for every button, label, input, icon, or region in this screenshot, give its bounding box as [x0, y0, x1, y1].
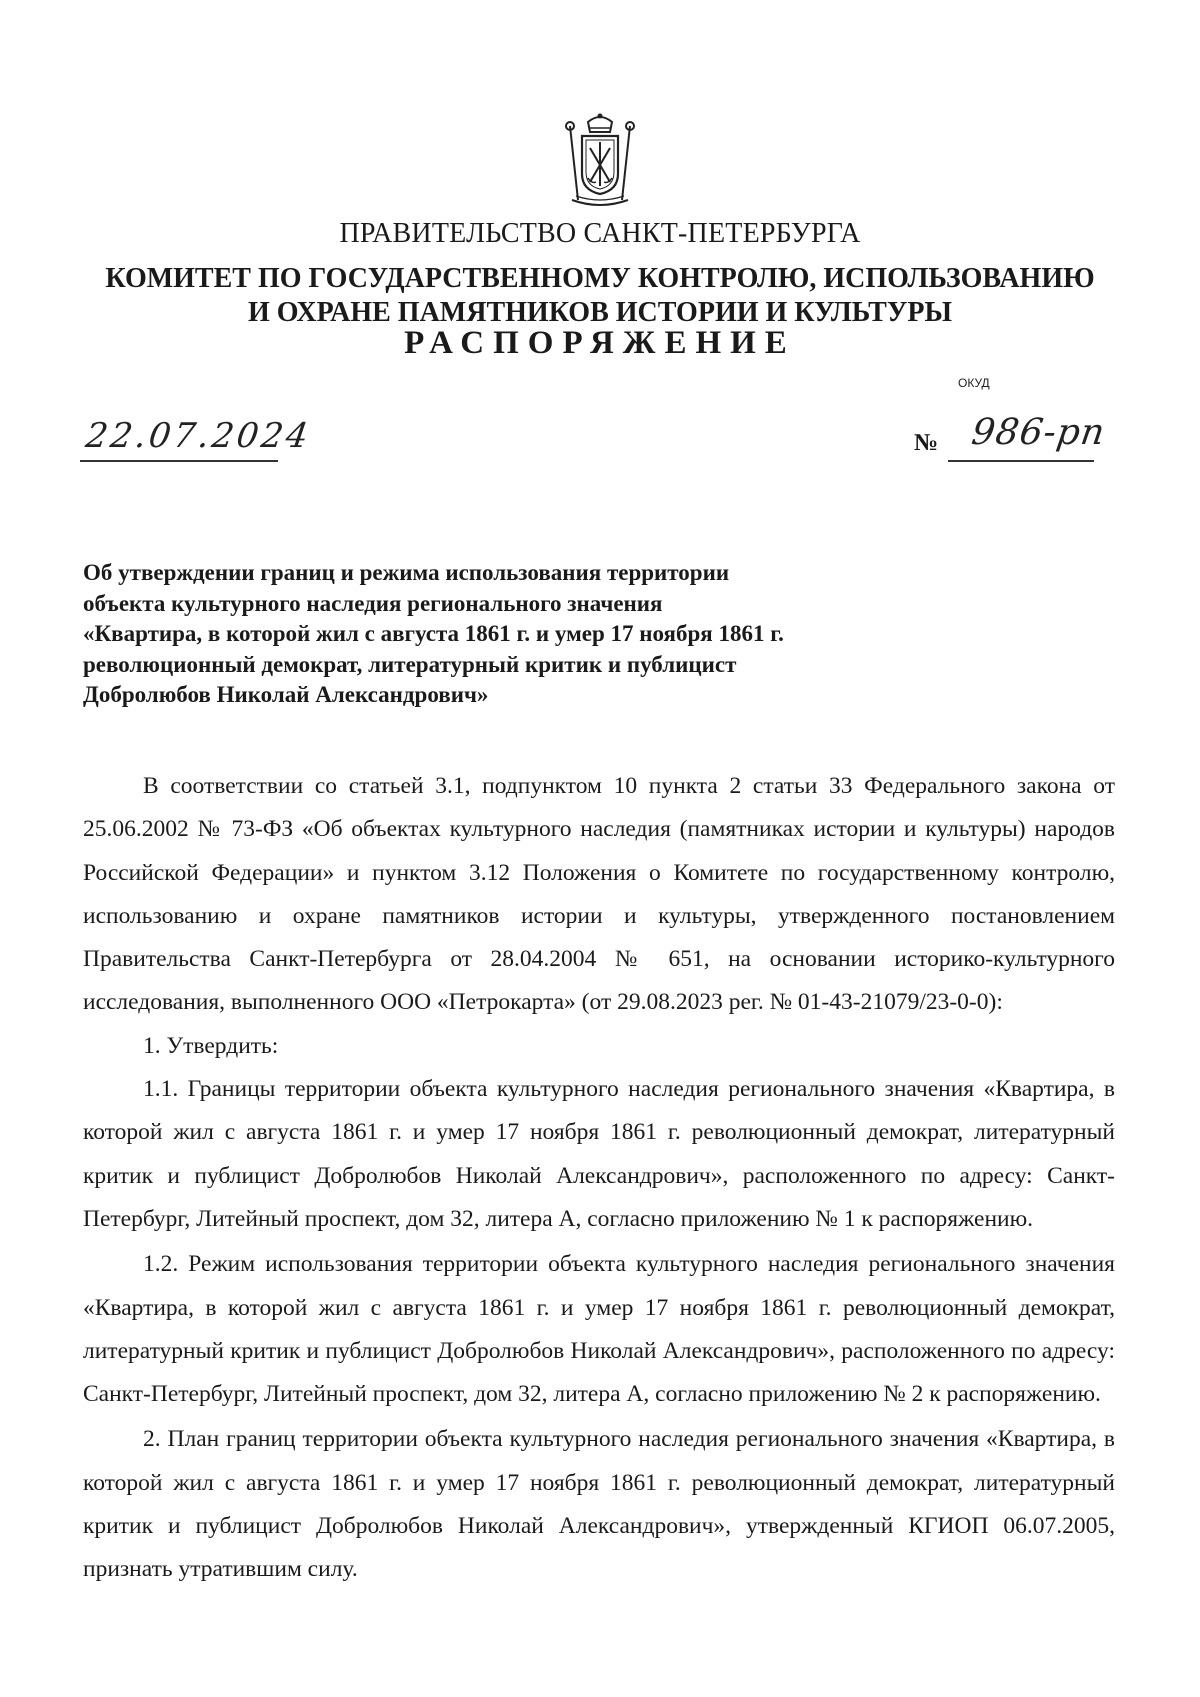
document-date: 22.07.2024: [83, 416, 314, 456]
government-name: ПРАВИТЕЛЬСТВО САНКТ-ПЕТЕРБУРГА: [339, 218, 861, 249]
committee-line-2: И ОХРАНЕ ПАМЯТНИКОВ ИСТОРИИ И КУЛЬТУРЫ: [248, 297, 952, 328]
number-label: №: [914, 430, 939, 456]
okud-label: ОКУД: [958, 376, 990, 390]
subject-line: объекта культурного наследия регионального значения: [83, 590, 663, 616]
committee-line-1: КОМИТЕТ ПО ГОСУДАРСТВЕННОМУ КОНТРОЛЮ, ИСПОЛЬЗОВАНИЮ: [105, 263, 1095, 294]
preamble-paragraph: В соответствии со статьей 3.1, подпунктом 10 пункта 2 статьи 33 Федерального закона от 25.06.2002 № 73-ФЗ «Об объектах культурного наследия (памятниках истории и культуры) народов Российской Федерации» и пунктом 3.12 Положения о Комитете по государственному контролю, использованию и охране памятников истории и культуры, утвержденного постановлением Правительства Санкт-Петербурга от 28.04.2004 № 651, на основании историко-культурного исследования, выполненного ООО «Петрокарта» (от 29.08.2023 рег. № 01-43-21079/23-0-0):: [83, 773, 1115, 1016]
subject-line: Об утверждении границ и режима использования территории: [83, 560, 730, 585]
subject-line: революционный демократ, литературный критик и публицист: [83, 651, 737, 677]
document-type: РАСПОРЯЖЕНИЕ: [404, 325, 796, 361]
document-subject: [83, 558, 943, 711]
subject-line: «Квартира, в которой жил с августа 1861 г. и умер 17 ноября 1861 г.: [83, 621, 784, 646]
number-underline: [948, 460, 1094, 462]
item-1-2: 1.2. Режим использования территории объекта культурного наследия регионального значения «Квартира, в которой жил с августа 1861 г. и умер 17 ноября 1861 г. революционный демократ, литературный критик и публицист Добролюбов Николай Александрович», расположенного по адресу: Санкт-Петербург, Литейный проспект, дом 32, литера А, согласно приложению № 2 к распоряжению.: [83, 1251, 1115, 1408]
item-1: 1. Утвердить:: [143, 1032, 279, 1059]
item-1-1: 1.1. Границы территории объекта культурного наследия регионального значения «Квартира, в которой жил с августа 1861 г. и умер 17 ноября 1861 г. революционный демократ, литературный критик и публицист Добролюбов Николай Александрович», расположенного по адресу: Санкт-Петербург, Литейный проспект, дом 32, литера А, согласно приложению № 1 к распоряжению.: [83, 1076, 1115, 1232]
coat-of-arms-icon: [548, 112, 652, 212]
item-2: 2. План границ территории объекта культурного наследия регионального значения «Квартира, в которой жил с августа 1861 г. и умер 17 ноября 1861 г. революционный демократ, литературный критик и публицист Добролюбов Николай Александрович», утвержденный КГИОП 06.07.2005, признать утратившим силу.: [83, 1426, 1115, 1583]
document-body: [83, 765, 1115, 1592]
subject-line: Добролюбов Николай Александрович»: [83, 682, 489, 707]
document-number: 986-рп: [969, 412, 1108, 453]
committee-name: [0, 262, 1200, 330]
date-underline: [80, 460, 278, 462]
